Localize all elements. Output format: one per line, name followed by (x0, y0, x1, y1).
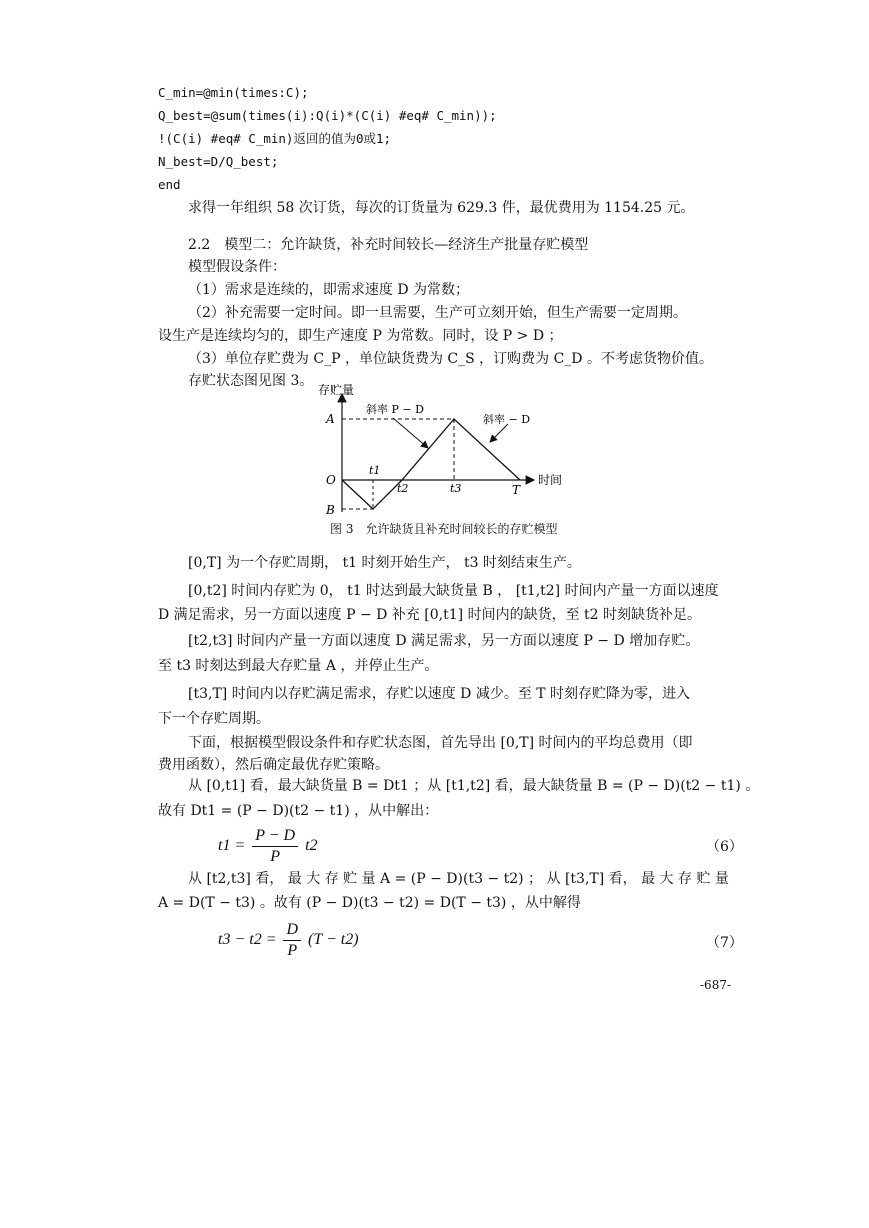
figure-caption: 图 3 允许缺货且补充时间较长的存贮模型 (330, 522, 558, 536)
paragraph-2a: [0,t2] 时间内存贮为 0， t1 时达到最大缺货量 B ， [t1,t2] 时间内产量一方面以速度 (188, 583, 719, 599)
assumption-2a: （2）补充需要一定时间。即一旦需要，生产可立刻开始，但生产需要一定周期。 (188, 305, 687, 321)
slope-right-arrow (490, 424, 508, 442)
equation-6-number: （6） (706, 839, 743, 855)
assumption-2b: 设生产是连续均匀的，即生产速度 P 为常数。同时，设 P > D ； (158, 328, 563, 344)
paragraph-4b: 下一个存贮周期。 (158, 711, 270, 727)
equation-7 (218, 920, 359, 961)
label-t1: t1 (369, 464, 381, 477)
code-line-1: C_min=@min(times:C); (158, 85, 309, 100)
eq7-lhs: t3 − t2 = (218, 931, 277, 949)
paragraph-5a: 下面，根据模型假设条件和存贮状态图，首先导出 [0,T] 时间内的平均总费用（即 (188, 735, 693, 751)
label-t2: t2 (397, 482, 409, 495)
eq6-denominator: P (270, 848, 281, 865)
assumption-1: （1）需求是连续的，即需求速度 D 为常数； (188, 282, 470, 298)
eq6-numerator: P − D (252, 826, 298, 847)
assumption-3: （3）单位存贮费为 C_P ，单位缺货费为 C_S ，订购费为 C_D 。不考虑货物价值。 (188, 351, 713, 367)
eq7-numerator: D (283, 920, 301, 941)
x-axis-label: 时间 (538, 473, 563, 487)
paragraph-6a: 从 [0,t1] 看，最大缺货量 B = Dt1 ；从 [t1,t2] 看，最大缺货量 B = (P − D)(t2 − t1) 。 (188, 778, 760, 794)
code-line-3: !(C(i) #eq# C_min)返回的值为0或1; (158, 131, 392, 146)
paragraph-5b: 费用函数），然后确定最优存贮策略。 (158, 757, 389, 773)
label-O: O (326, 473, 336, 487)
slope-left-label: 斜率 P − D (366, 403, 424, 416)
slope-left-arrow (393, 418, 428, 448)
slope-right-label: 斜率 − D (483, 413, 531, 426)
page-number: -687- (700, 978, 732, 992)
eq7-denominator: P (287, 942, 298, 959)
eq6-lhs: t1 = (218, 837, 246, 855)
inventory-state-diagram (300, 382, 590, 520)
paragraph-4a: [t3,T] 时间内以存贮满足需求，存贮以速度 D 减少。至 T 时刻存贮降为零，进入 (188, 686, 691, 702)
label-t3: t3 (450, 482, 462, 495)
paragraph-7a: 从 [t2,t3] 看， 最 大 存 贮 量 A = (P − D)(t3 − t2) ； 从 [t3,T] 看， 最 大 存 贮 量 (188, 871, 729, 887)
label-T: T (512, 483, 521, 497)
code-line-5: end (158, 177, 181, 192)
eq6-fraction (252, 826, 298, 867)
y-axis-label: 存贮量 (318, 383, 355, 397)
code-line-2: Q_best=@sum(times(i):Q(i)*(C(i) #eq# C_min)); (158, 108, 497, 123)
eq7-fraction (283, 920, 301, 961)
equation-6 (218, 826, 318, 867)
equation-7-number: （7） (706, 935, 743, 951)
figure-reference: 存贮状态图见图 3。 (188, 373, 314, 389)
section-title: 2.2 模型二：允许缺货，补充时间较长—经济生产批量存贮模型 (188, 237, 589, 253)
assumption-title: 模型假设条件： (188, 259, 286, 275)
paragraph-3a: [t2,t3] 时间内产量一方面以速度 D 满足需求，另一方面以速度 P − D 增加存贮。 (188, 633, 700, 649)
paragraph-2b: D 满足需求，另一方面以速度 P − D 补充 [0,t1] 时间内的缺货，至 t2 时刻缺货补足。 (158, 607, 701, 623)
eq7-rhs: (T − t2) (308, 931, 359, 949)
label-B: B (326, 503, 335, 517)
paragraph-6b: 故有 Dt1 = (P − D)(t2 − t1) ，从中解出： (158, 803, 439, 819)
eq6-rhs: t2 (305, 837, 318, 855)
label-A: A (326, 412, 335, 426)
paragraph-1: [0,T] 为一个存贮周期， t1 时刻开始生产， t3 时刻结束生产。 (188, 555, 581, 571)
code-line-4: N_best=D/Q_best; (158, 154, 279, 169)
result-text: 求得一年组织 58 次订货，每次的订货量为 629.3 件，最优费用为 1154.25 元。 (188, 200, 695, 216)
paragraph-3b: 至 t3 时刻达到最大存贮量 A ，并停止生产。 (158, 658, 439, 674)
paragraph-7b: A = D(T − t3) 。故有 (P − D)(t3 − t2) = D(T − t3) ，从中解得 (158, 895, 581, 911)
